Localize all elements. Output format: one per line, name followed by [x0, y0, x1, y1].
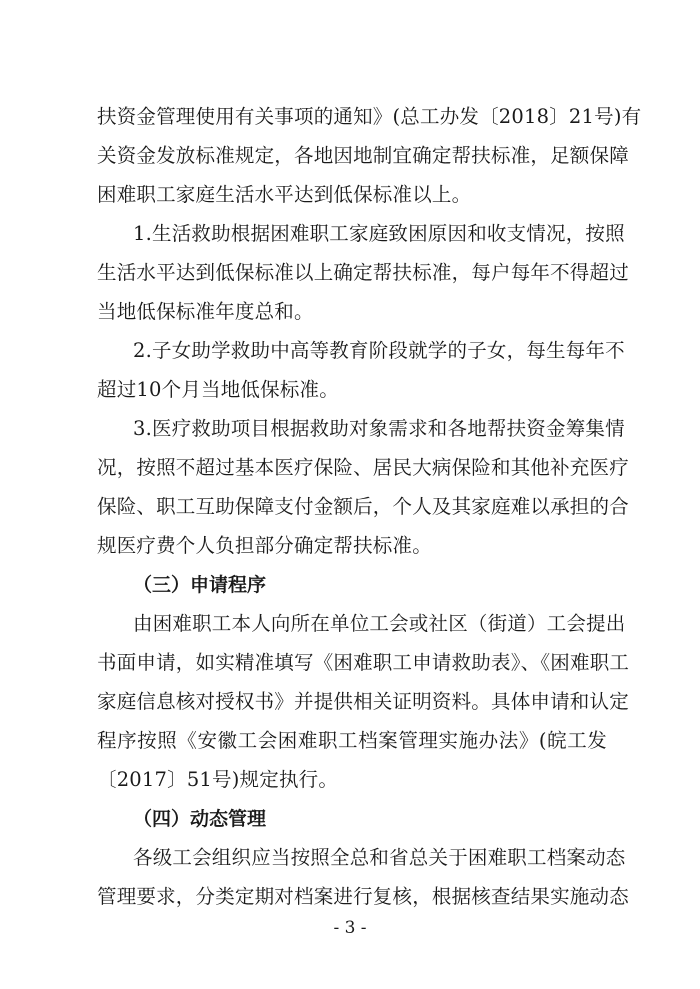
text-line: 保险、职工互助保障支付金额后，个人及其家庭难以承担的合 — [97, 495, 629, 518]
text-line: 况，按照不超过基本医疗保险、居民大病保险和其他补充医疗 — [97, 456, 629, 479]
text-line: 扶资金管理使用有关事项的通知》(总工办发〔2018〕21号)有 — [97, 105, 642, 128]
text-line: 1.生活救助根据困难职工家庭致困原因和收支情况，按照 — [133, 222, 625, 245]
text-line: 〔2017〕51号)规定执行。 — [97, 768, 339, 791]
text-line: 管理要求，分类定期对档案进行复核，根据核查结果实施动态 — [97, 885, 629, 908]
text-line: 规医疗费个人负担部分确定帮扶标准。 — [97, 534, 432, 557]
text-line: 生活水平达到低保标准以上确定帮扶标准，每户每年不得超过 — [97, 261, 629, 284]
text-line: 困难职工家庭生活水平达到低保标准以上。 — [97, 183, 472, 206]
text-line: 书面申请，如实精准填写《困难职工申请救助表》、《困难职工 — [97, 651, 630, 674]
section-heading: （三）申请程序 — [133, 574, 267, 596]
section-heading: （四）动态管理 — [133, 808, 267, 830]
text-line: 3.医疗救助项目根据救助对象需求和各地帮扶资金筹集情 — [133, 417, 625, 440]
text-line: 由困难职工本人向所在单位工会或社区（街道）工会提出 — [133, 612, 626, 635]
text-line: 2.子女助学救助中高等教育阶段就学的子女，每生每年不 — [133, 339, 625, 362]
text-line: 家庭信息核对授权书》并提供相关证明资料。具体申请和认定 — [97, 690, 629, 713]
text-line: 各级工会组织应当按照全总和省总关于困难职工档案动态 — [133, 846, 626, 869]
text-line: 当地低保标准年度总和。 — [97, 300, 314, 323]
text-line: 关资金发放标准规定，各地因地制宜确定帮扶标准，足额保障 — [97, 144, 629, 167]
text-line: 程序按照《安徽工会困难职工档案管理实施办法》(皖工发 — [97, 729, 607, 752]
page-number: - 3 - — [333, 918, 367, 938]
text-line: 超过10个月当地低保标准。 — [97, 378, 339, 401]
